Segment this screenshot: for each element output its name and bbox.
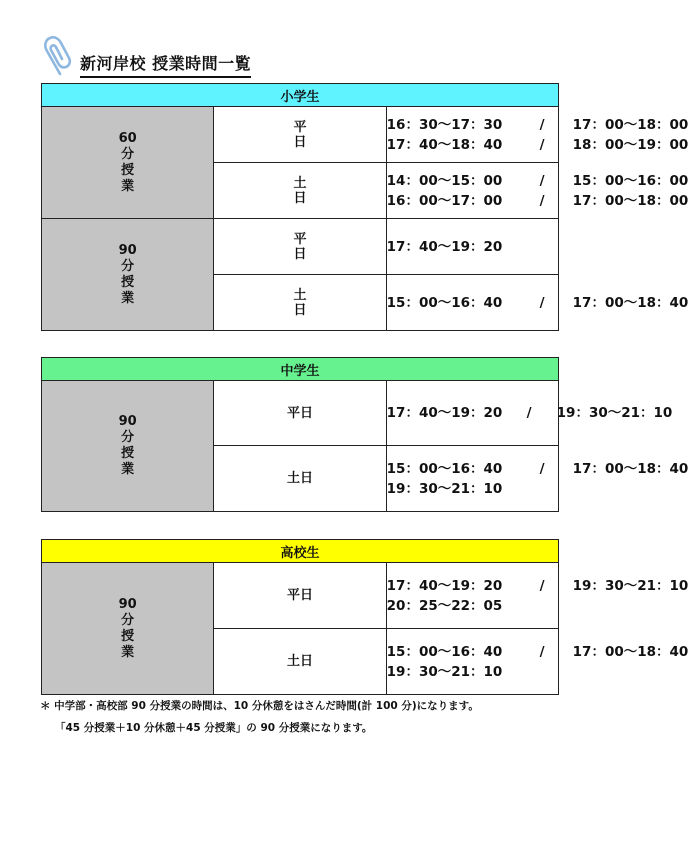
duration-cell-90min: 90 分 授 業 [42, 381, 214, 512]
junior-high-table [41, 357, 688, 512]
page-title: 新河岸校 授業時間一覧 [80, 51, 251, 78]
elementary-header: 小学生 [42, 84, 559, 107]
time-slots: 17：40～19：20 / 19：30～21：10 [386, 381, 558, 446]
high-school-table [41, 539, 688, 695]
day-cell-weekend: 土 日 [214, 275, 386, 331]
time-slots: 15：00～16：40 / 17：00～18：40 [386, 275, 558, 331]
day-cell-weekend: 土 日 [214, 163, 386, 219]
high-school-header: 高校生 [42, 540, 559, 563]
elementary-table [41, 83, 688, 331]
day-cell-weekend: 土日 [214, 446, 386, 512]
time-slots: 16：30～17：30 / 17：00～18：00 17：40～18：40 / 18：00～19：00 [386, 107, 558, 163]
paperclip-icon [38, 34, 72, 80]
duration-cell-90min: 90 分 授 業 [42, 219, 214, 331]
footnote-lesson-structure: 「45 分授業＋10 分休憩＋45 分授業」の 90 分授業になります。 [55, 722, 373, 734]
day-cell-weekday: 平日 [214, 563, 386, 629]
day-cell-weekday: 平 日 [214, 219, 386, 275]
duration-cell-60min: 60 分 授 業 [42, 107, 214, 219]
day-cell-weekend: 土日 [214, 629, 386, 695]
time-slots: 17：40～19：20 / 19：30～21：10 20：25～22：05 [386, 563, 558, 629]
junior-high-header: 中学生 [42, 358, 559, 381]
time-slots: 15：00～16：40 / 17：00～18：40 19：30～21：10 [386, 629, 558, 695]
time-slots: 15：00～16：40 / 17：00～18：40 19：30～21：10 [386, 446, 558, 512]
footnote-break-time: ＊ 中学部・高校部 90 分授業の時間は、10 分休憩をはさんだ時間(計 100 分)になります。 [40, 700, 479, 712]
time-slots: 17：40～19：20 [386, 219, 558, 275]
time-slots: 14：00～15：00 / 15：00～16：00 16：00～17：00 / 17：00～18：00 [386, 163, 558, 219]
duration-cell-90min: 90 分 授 業 [42, 563, 214, 695]
day-cell-weekday: 平 日 [214, 107, 386, 163]
day-cell-weekday: 平日 [214, 381, 386, 446]
